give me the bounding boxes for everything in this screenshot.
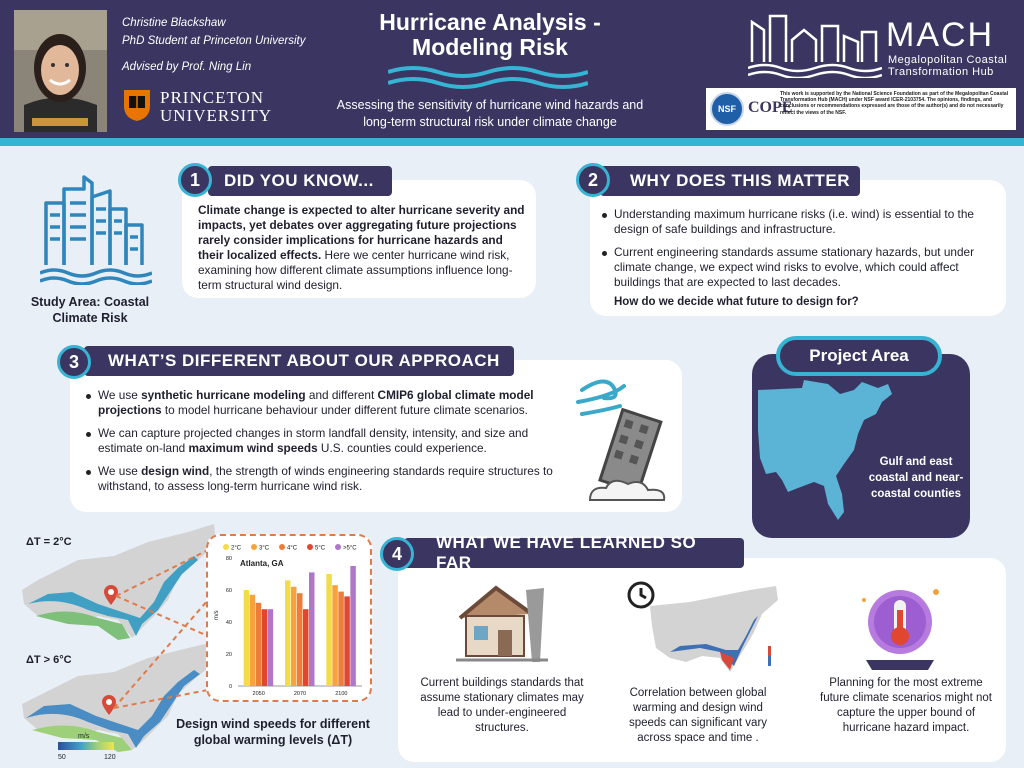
bar-2070-4	[309, 572, 315, 686]
mach-skyline-icon	[748, 12, 882, 78]
legend-swatch-3	[307, 544, 313, 550]
author-photo	[14, 10, 107, 132]
x-tick-label-1: 2070	[293, 691, 307, 697]
section-2-question: How do we decide what future to design for?	[614, 296, 859, 308]
b1-bold-2: CMIP6 global climate model projections	[98, 388, 534, 417]
bar-2050-2	[256, 603, 261, 686]
bar-2100-3	[344, 596, 350, 686]
b1-pre: We use	[98, 388, 142, 402]
section-3-number-badge: 3	[57, 345, 91, 379]
study-area-label: Study Area: Coastal Climate Risk	[30, 295, 150, 325]
x-tick-label-0: 2050	[252, 691, 265, 697]
b2-post: U.S. counties could experience.	[317, 441, 487, 455]
section-4-header	[404, 533, 744, 572]
bar-2070-0	[285, 580, 291, 686]
chart-title: Atlanta, GA	[240, 559, 284, 568]
section-3-bullets	[86, 388, 564, 502]
mach-subtitle-line-1: Megalopolitan Coastal	[888, 54, 1008, 66]
mach-subtitle-line-2: Transformation Hub	[888, 66, 994, 78]
colorbar-min: 50	[58, 754, 66, 761]
bar-2100-2	[338, 592, 344, 686]
bar-2050-0	[244, 590, 249, 686]
learned-item-3: Planning for the most extreme future climate scenarios might not capture the upper bound of hurricane hazard impact.	[820, 677, 992, 734]
wind-damaged-building-icon	[576, 366, 676, 506]
header-accent-stripe	[0, 138, 1024, 146]
bar-chart	[212, 540, 368, 698]
cope-logo: COPE	[748, 99, 793, 116]
section-1-number-badge: 1	[178, 163, 212, 197]
bar-2100-1	[332, 585, 338, 686]
bar-2100-4	[350, 566, 356, 686]
learned-item-2: Correlation between global warming and design wind speeds can significant vary across space and time .	[628, 687, 768, 744]
university-word: UNIVERSITY	[160, 106, 272, 125]
section-3-bullet-2	[86, 426, 564, 456]
correlation-map	[650, 586, 780, 674]
section-2-bullet-2: Current engineering standards assume stationary hazards, but under climate change, we expect wind risks to evolve, which could affect buildings that are expected to last decades.	[602, 245, 996, 290]
legend-label-1: 3°C	[259, 545, 270, 552]
bar-2050-3	[262, 609, 268, 686]
section-1-heading: DID YOU KNOW...	[224, 171, 374, 190]
map-label-bottom: ΔT > 6°C	[26, 654, 72, 666]
waves-icon	[388, 64, 588, 90]
colorbar-unit: m/s	[78, 733, 90, 740]
bar-2070-1	[291, 587, 297, 686]
b3-post: , the strength of winds engineering standards require structures to withstand, to assess long-term hurricane wind risk.	[98, 464, 553, 493]
princeton-word: PRINCETON	[160, 88, 265, 107]
legend-swatch-0	[223, 544, 229, 550]
learned-item-1: Current buildings standards that assume stationary climates may lead to under-engineered structures.	[420, 677, 584, 734]
y-tick-label-0: 0	[228, 684, 232, 690]
section-4-number-badge: 4	[380, 537, 414, 571]
b3-pre: We use	[98, 464, 142, 478]
b1-mid: and different	[305, 388, 378, 402]
legend-swatch-1	[251, 544, 257, 550]
project-area-caption: Gulf and east coastal and near-coastal counties	[868, 456, 964, 500]
colorbar	[58, 742, 114, 752]
y-tick-label-2: 40	[225, 620, 232, 626]
section-1-text: Here we center hurricane wind risk, examining how different climate assumptions influence long-term structural wind design.	[198, 248, 513, 292]
author-name: Christine Blackshaw	[122, 17, 226, 29]
advisor-text: Advised by Prof. Ning Lin	[122, 61, 252, 73]
b2-pre: We can capture projected changes in storm landfall density, intensity, and size and estimate on-land	[98, 426, 529, 455]
legend-label-3: 5°C	[315, 545, 326, 552]
title-line-2: Modeling Risk	[412, 34, 568, 60]
y-tick-label-1: 20	[225, 652, 232, 658]
section-4-heading: WHAT WE HAVE LEARNED SO FAR	[436, 533, 697, 572]
bar-2070-3	[303, 609, 309, 686]
x-tick-label-2: 2100	[335, 691, 348, 697]
poster-subtitle: Assessing the sensitivity of hurricane wind hazards and long-term structural risk under climate change	[336, 98, 644, 129]
y-axis-label: m/s	[214, 610, 220, 620]
section-2-bullets	[602, 207, 996, 298]
princeton-shield-icon	[122, 88, 152, 122]
mach-logo-subtitle	[888, 54, 1018, 78]
damaged-house-icon	[452, 578, 552, 666]
maps-caption: Design wind speeds for different global warming levels (ΔT)	[176, 717, 370, 747]
section-3-header	[84, 346, 514, 376]
section-3-heading: WHAT’S DIFFERENT ABOUT OUR APPROACH	[108, 351, 500, 370]
legend-label-0: 2°C	[231, 545, 242, 552]
legend-label-2: 4°C	[287, 545, 298, 552]
title-line-1: Hurricane Analysis -	[379, 9, 601, 35]
bar-2070-2	[297, 593, 303, 686]
section-3-bullet-1	[86, 388, 564, 418]
poster-title	[340, 10, 640, 60]
b2-bold: maximum wind speeds	[188, 441, 318, 455]
section-3-bullet-3	[86, 464, 564, 494]
map-label-top: ΔT = 2°C	[26, 536, 72, 548]
b1-post: to model hurricane behaviour under different future climate scenarios.	[161, 403, 528, 417]
section-1-body	[198, 203, 530, 293]
city-buildings-icon	[40, 175, 152, 285]
y-tick-label-3: 60	[225, 588, 232, 594]
section-2-bullet-1: Understanding maximum hurricane risks (i.e. wind) is essential to the design of safe buildings and infrastructure.	[602, 207, 996, 237]
mach-logo-text: MACH	[886, 16, 995, 54]
bar-2100-0	[326, 574, 332, 686]
legend-swatch-2	[279, 544, 285, 550]
section-2-heading: WHY DOES THIS MATTER	[630, 171, 850, 190]
section-2-header	[600, 166, 860, 196]
legend-swatch-4	[335, 544, 341, 550]
project-area-title: Project Area	[776, 336, 942, 376]
callout-connectors	[110, 540, 220, 720]
section-1-header	[208, 166, 392, 196]
nsf-logo: NSF	[710, 92, 744, 126]
bar-2050-1	[250, 595, 256, 686]
author-role: PhD Student at Princeton University	[122, 35, 306, 47]
legend-label-4: >5°C	[343, 545, 357, 552]
bar-2050-4	[268, 609, 274, 686]
crystal-ball-thermometer-icon	[852, 580, 948, 672]
princeton-logo	[122, 86, 282, 126]
section-2-number-badge: 2	[576, 163, 610, 197]
b1-bold-1: synthetic hurricane modeling	[141, 388, 306, 402]
colorbar-max: 120	[104, 754, 116, 761]
y-tick-label-4: 80	[225, 556, 232, 562]
section-1-bold-text: Climate change is expected to alter hurricane severity and impacts, yet debates over aggregating future projections rarely consider implications for hurricane hazards and their localized effects.	[198, 203, 525, 262]
b3-bold: design wind	[141, 464, 210, 478]
nsf-disclaimer: This work is supported by the National Science Foundation as part of the Megalopolitan Coastal Transformation Hub (MACH) under NSF award ICER-2103754. The opinions, findings, and conclusions or recommendations expressed are those of the author(s) and do not necessarily reflect the views of the NSF.	[780, 91, 1009, 116]
